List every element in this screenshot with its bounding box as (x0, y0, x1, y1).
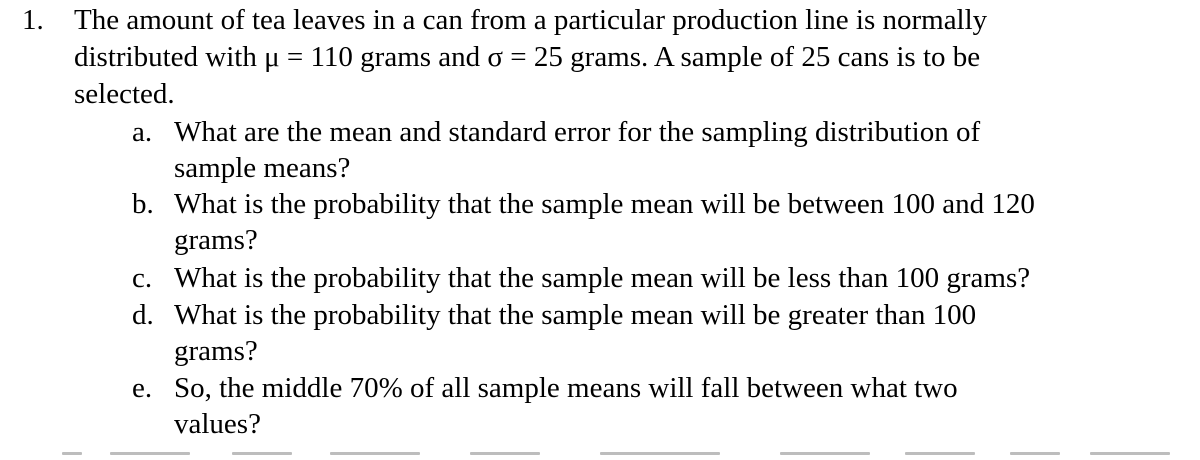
sub-question-text (174, 370, 1184, 442)
sub-question-line: What is the probability that the sample mean will be between 100 and 120 (174, 188, 1035, 220)
sub-question-line: What is the probability that the sample mean will be greater than 100 (174, 299, 977, 331)
cropped-next-line (0, 452, 1200, 460)
sub-question-line: What are the mean and standard error for the sampling distribution of (174, 116, 981, 148)
sub-question-text (174, 297, 1184, 369)
question-line: distributed with μ = 110 grams and σ = 25 grams. A sample of 25 cans is to be (74, 41, 981, 73)
sub-question-line: So, the middle 70% of all sample means will fall between what two (174, 372, 958, 404)
sub-question-letter: a. (132, 116, 153, 148)
sub-question-line: grams? (174, 224, 258, 256)
sub-question-line: values? (174, 408, 261, 440)
question-line: The amount of tea leaves in a can from a particular production line is normally (74, 4, 988, 36)
sub-question-letter: b. (132, 188, 154, 220)
sub-question-text (174, 114, 1184, 186)
sub-question-letter: e. (132, 372, 153, 404)
sub-question-text (174, 186, 1184, 258)
sub-question-line: grams? (174, 335, 258, 367)
sub-question-letter: c. (132, 262, 153, 294)
question-line: selected. (74, 78, 175, 110)
sub-question-line: What is the probability that the sample mean will be less than 100 grams? (174, 262, 1031, 294)
sub-question-line: sample means? (174, 152, 351, 184)
sub-question-letter: d. (132, 299, 154, 331)
sub-question-text (174, 260, 1184, 296)
question-stem (74, 2, 1184, 113)
question-number: 1. (22, 4, 44, 36)
